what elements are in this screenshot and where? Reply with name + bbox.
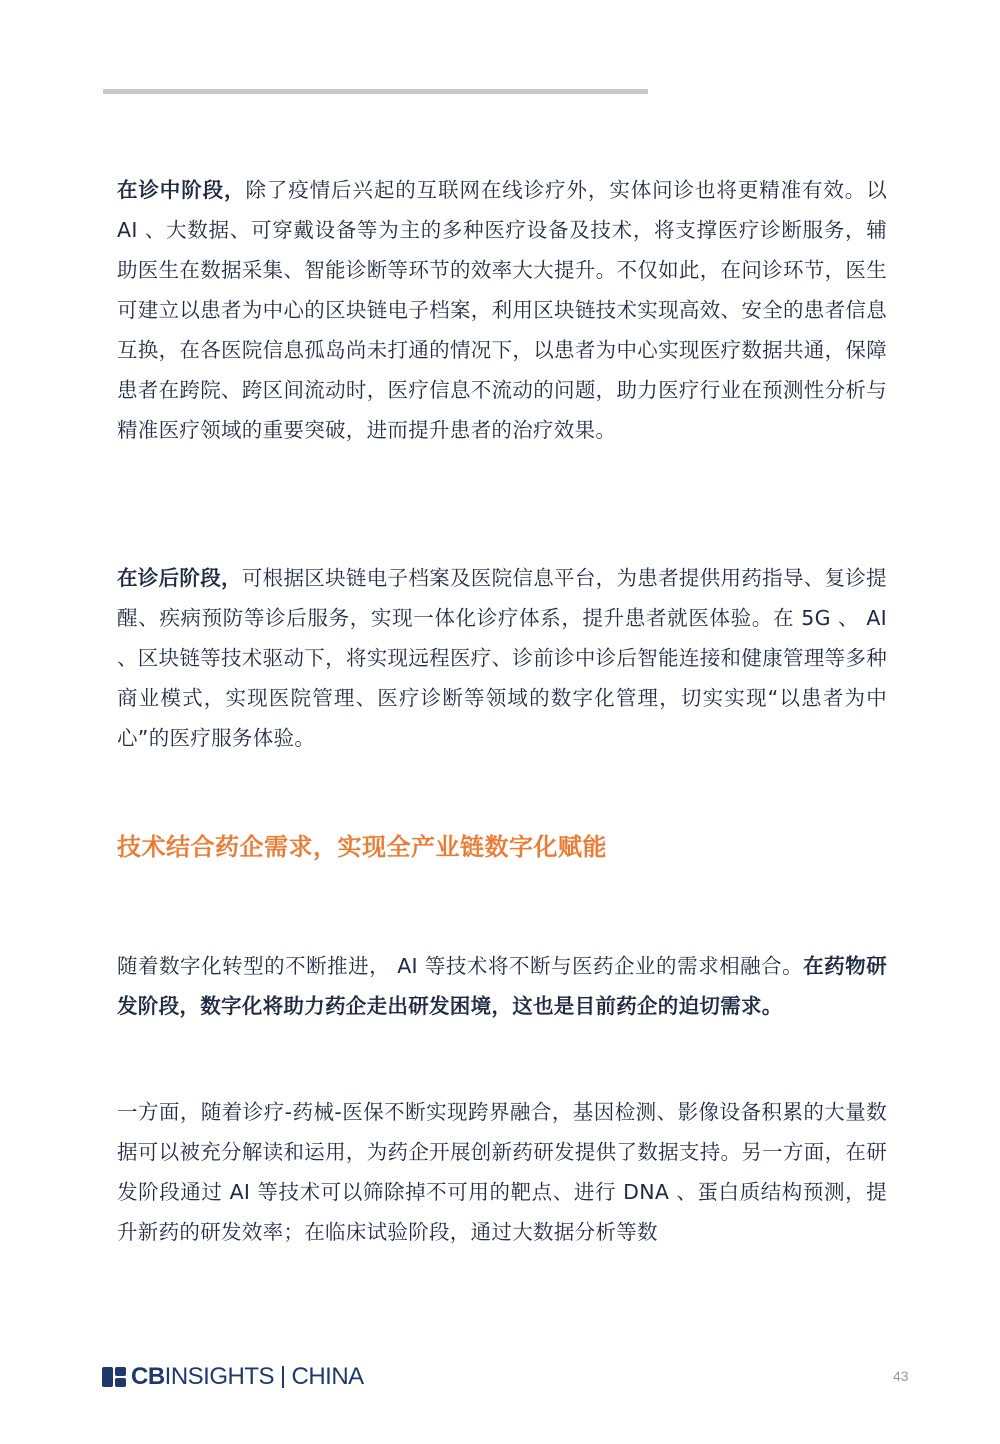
cbinsights-china-logo xyxy=(102,1365,364,1389)
logo-cb: CB xyxy=(131,1363,165,1390)
logo-china: CHINA xyxy=(291,1363,364,1390)
paragraph-digital-transformation xyxy=(117,946,887,1026)
paragraph-lead: 在诊中阶段， xyxy=(117,178,246,202)
paragraph-lead: 在诊后阶段， xyxy=(117,566,242,590)
top-divider xyxy=(103,89,648,94)
logo-insights: INSIGHTS xyxy=(164,1363,275,1390)
paragraph-bold-text: 在药物研发阶段，数字化将助力药企走出研发困境，这也是目前药企的迫切需求。 xyxy=(117,954,887,1018)
paragraph-text: 一方面，随着诊疗-药械-医保不断实现跨界融合，基因检测、影像设备积累的大量数据可以被充分解读和运用，为药企开展创新药研发提供了数据支持。另一方面，在研发阶段通过 AI 等技术可以筛除掉不可用的靶点、进行 DNA 、蛋白质结构预测，提升新药的研发效率；在临床试验阶段，通过大数据分析等数 xyxy=(117,1100,887,1244)
logo-wordmark xyxy=(131,1363,364,1391)
paragraph-rd-support xyxy=(117,1092,887,1252)
paragraph-text: 随着数字化转型的不断推进， AI 等技术将不断与医药企业的需求相融合。 xyxy=(117,954,804,978)
paragraph-in-diagnosis xyxy=(117,170,887,450)
page-number: 43 xyxy=(893,1368,909,1384)
paragraph-post-diagnosis xyxy=(117,558,887,758)
logo-separator xyxy=(282,1366,284,1388)
section-heading: 技术结合药企需求，实现全产业链数字化赋能 xyxy=(117,833,607,861)
paragraph-text: 除了疫情后兴起的互联网在线诊疗外，实体问诊也将更精准有效。以 AI 、大数据、可穿戴设备等为主的多种医疗设备及技术，将支撑医疗诊断服务，辅助医生在数据采集、智能诊断等环节的效率大大提升。不仅如此，在问诊环节，医生可建立以患者为中心的区块链电子档案，利用区块链技术实现高效、安全的患者信息互换，在各医院信息孤岛尚未打通的情况下，以患者为中心实现医疗数据共通，保障患者在跨院、跨区间流动时，医疗信息不流动的问题，助力医疗行业在预测性分析与精准医疗领域的重要突破，进而提升患者的治疗效果。 xyxy=(117,178,887,442)
paragraph-text: 可根据区块链电子档案及医院信息平台，为患者提供用药指导、复诊提醒、疾病预防等诊后服务，实现一体化诊疗体系，提升患者就医体验。在 5G 、 AI 、区块链等技术驱动下，将实现远程医疗、诊前诊中诊后智能连接和健康管理等多种商业模式，实现医院管理、医疗诊断等领域的数字化管理，切实实现“以患者为中心”的医疗服务体验。 xyxy=(117,566,887,750)
cbinsights-logo-icon xyxy=(102,1367,126,1387)
